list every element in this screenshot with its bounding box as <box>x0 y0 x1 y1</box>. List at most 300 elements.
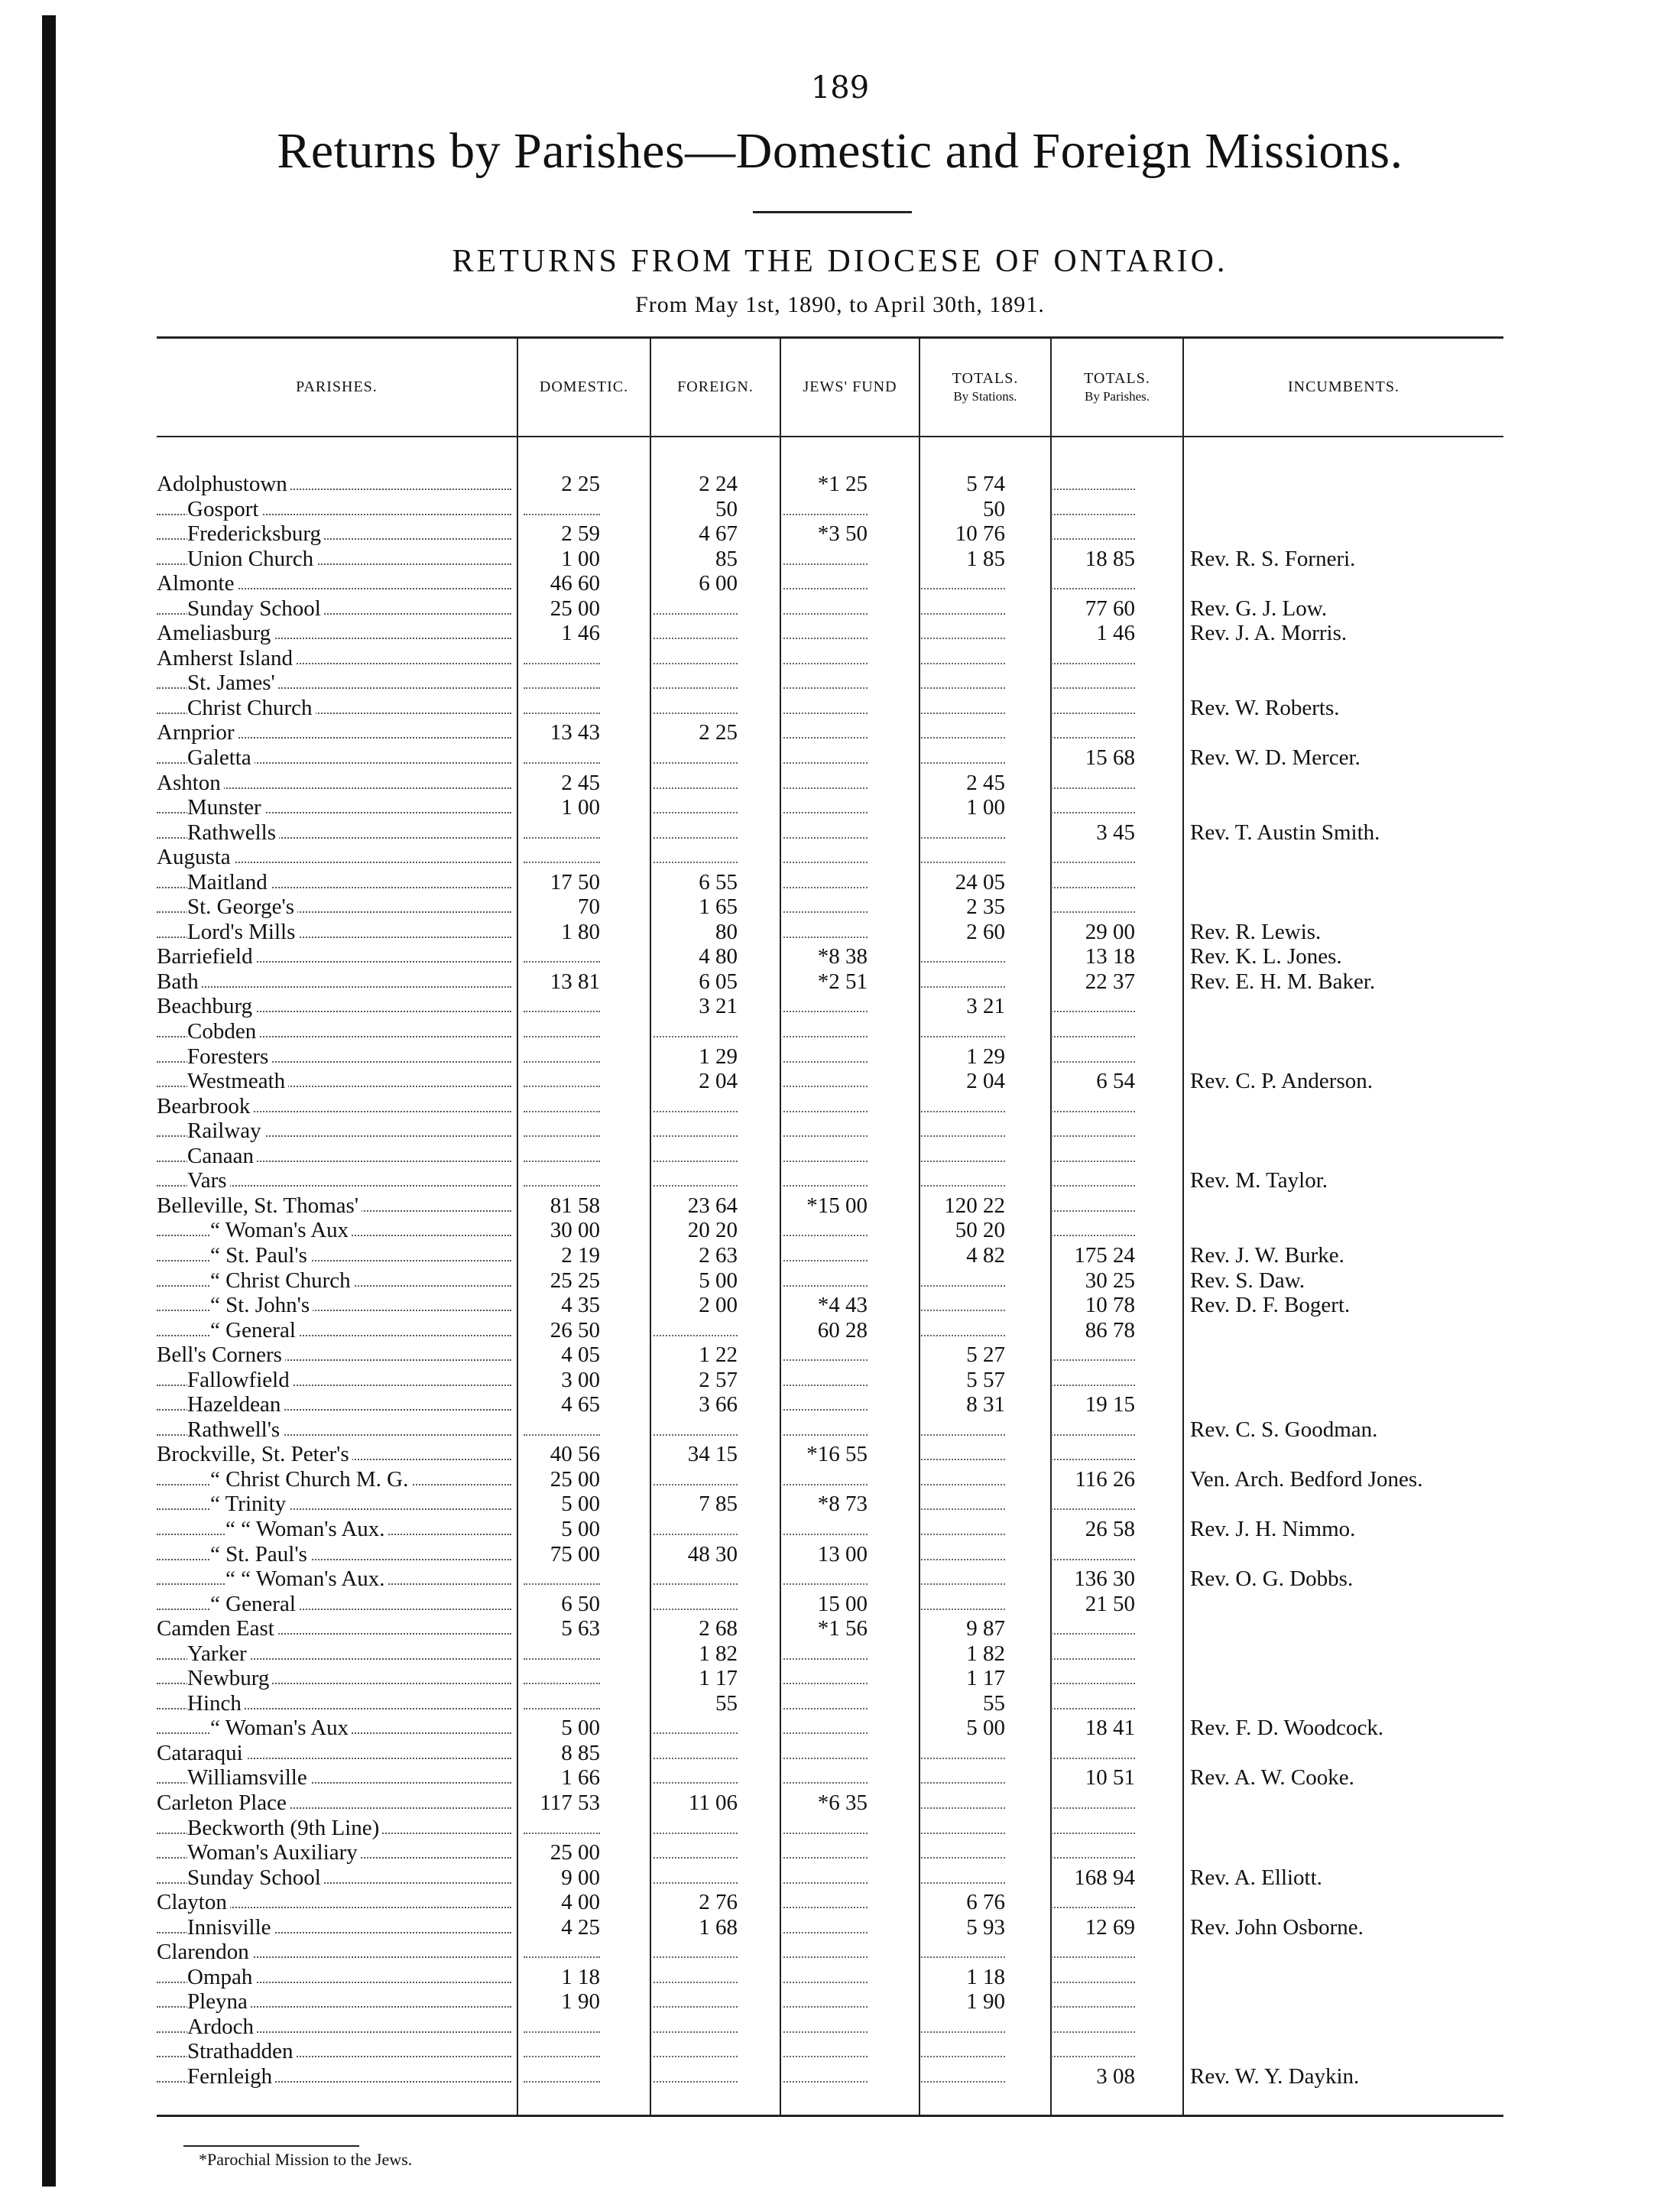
incumbent-name <box>1190 1193 1503 1219</box>
table-row <box>157 1094 1503 1119</box>
incumbent-name <box>1190 1890 1503 1915</box>
table-row <box>157 1243 1503 1268</box>
incumbent-name <box>1190 994 1503 1019</box>
domestic-value: 13 43 <box>550 720 600 745</box>
jews-fund-value <box>783 1144 868 1162</box>
jews-fund-value <box>783 1741 868 1759</box>
domestic-value <box>524 1144 600 1162</box>
incumbent-name: Rev. J. A. Morris. <box>1190 621 1348 646</box>
header-domestic: DOMESTIC. <box>539 378 629 395</box>
totals-parishes-value: 1 46 <box>1096 621 1135 646</box>
totals-parishes-value: 13 18 <box>1085 944 1135 969</box>
totals-stations-value <box>921 1318 1005 1336</box>
header-jews-fund: JEWS' FUND <box>803 378 897 395</box>
table-row <box>157 1268 1503 1294</box>
totals-stations-value: 5 57 <box>966 1367 1005 1392</box>
totals-parishes-value <box>1051 1044 1135 1063</box>
parish-name: Bath <box>157 969 514 995</box>
totals-stations-value: 10 76 <box>955 521 1005 547</box>
jews-fund-value: *1 56 <box>817 1616 868 1641</box>
foreign-value: 2 76 <box>699 1890 738 1915</box>
foreign-value: 1 82 <box>699 1641 738 1666</box>
jews-fund-value <box>783 820 868 839</box>
parish-name: Amherst Island <box>157 646 514 671</box>
totals-stations-value <box>921 1542 1005 1560</box>
domestic-value: 117 53 <box>540 1790 600 1815</box>
parish-name: Gosport <box>157 497 514 522</box>
parish-name: “ Christ Church M. G. <box>157 1467 514 1492</box>
incumbent-name: Rev. G. J. Low. <box>1190 596 1328 621</box>
domestic-value: 25 00 <box>550 1466 600 1492</box>
foreign-value: 3 66 <box>699 1392 738 1417</box>
table-row <box>157 621 1503 646</box>
foreign-value <box>654 1417 738 1436</box>
totals-parishes-value <box>1051 1019 1135 1037</box>
table-row <box>157 1218 1503 1243</box>
foreign-value: 1 22 <box>699 1343 738 1368</box>
domestic-value <box>524 1118 600 1137</box>
table-row <box>157 1542 1503 1567</box>
incumbent-name <box>1190 1666 1503 1691</box>
jews-fund-value <box>783 994 868 1012</box>
table-row <box>157 1517 1503 1542</box>
incumbent-name <box>1190 571 1503 596</box>
totals-parishes-value: 136 30 <box>1074 1567 1135 1592</box>
incumbent-name <box>1190 845 1503 870</box>
incumbent-name: Rev. C. P. Anderson. <box>1190 1069 1373 1094</box>
date-range: From May 1st, 1890, to April 30th, 1891. <box>635 292 1045 317</box>
table-row <box>157 994 1503 1019</box>
jews-fund-value <box>783 1567 868 1585</box>
page-spine <box>42 15 56 2187</box>
incumbent-name <box>1190 1318 1503 1343</box>
domestic-value <box>524 944 600 963</box>
domestic-value: 4 00 <box>561 1890 600 1915</box>
table-row <box>157 1492 1503 1517</box>
header-bottom-rule <box>157 436 1503 437</box>
totals-stations-value: 24 05 <box>955 869 1005 894</box>
totals-stations-value <box>921 621 1005 639</box>
incumbent-name <box>1190 1019 1503 1044</box>
domestic-value <box>524 820 600 839</box>
parish-name: Pleyna <box>157 1989 514 2015</box>
totals-stations-value <box>921 696 1005 714</box>
jews-fund-value <box>783 596 868 615</box>
foreign-value <box>654 1567 738 1585</box>
jews-fund-value <box>783 1940 868 1958</box>
parish-name: Maitland <box>157 870 514 895</box>
parish-name: Rathwells <box>157 820 514 846</box>
header-parishes: PARISHES. <box>296 378 378 395</box>
incumbent-name <box>1190 1616 1503 1641</box>
totals-stations-value <box>921 1268 1005 1287</box>
parish-name: Clarendon <box>157 1940 514 1965</box>
domestic-value <box>524 1666 600 1684</box>
incumbent-name <box>1190 1492 1503 1517</box>
parish-name: Sunday School <box>157 1865 514 1891</box>
jews-fund-value <box>783 1069 868 1087</box>
parish-name: St. James' <box>157 670 514 696</box>
totals-stations-value <box>921 1019 1005 1037</box>
domestic-value <box>524 1019 600 1037</box>
incumbent-name: Ven. Arch. Bedford Jones. <box>1190 1466 1423 1492</box>
totals-stations-value <box>921 1741 1005 1759</box>
table-row <box>157 1318 1503 1343</box>
totals-stations-value <box>921 745 1005 764</box>
totals-stations-value <box>921 1840 1005 1859</box>
foreign-value <box>654 1989 738 2008</box>
incumbent-name <box>1190 646 1503 671</box>
parish-name: Bell's Corners <box>157 1343 514 1368</box>
incumbent-name <box>1190 497 1503 522</box>
jews-fund-value <box>783 1517 868 1535</box>
incumbent-name: Rev. R. Lewis. <box>1190 919 1322 944</box>
totals-parishes-value: 6 54 <box>1096 1069 1135 1094</box>
domestic-value: 2 59 <box>561 521 600 547</box>
totals-stations-value <box>921 1144 1005 1162</box>
jews-fund-value <box>783 1094 868 1112</box>
incumbent-name: Rev. O. G. Dobbs. <box>1190 1567 1354 1592</box>
parish-name: Ardoch <box>157 2015 514 2040</box>
totals-stations-value <box>921 1467 1005 1485</box>
foreign-value: 1 65 <box>699 894 738 920</box>
parish-name: “ General <box>157 1318 514 1343</box>
totals-stations-value <box>921 1094 1005 1112</box>
jews-fund-value <box>783 1989 868 2008</box>
table-row <box>157 1592 1503 1617</box>
parish-name: Innisville <box>157 1915 514 1940</box>
table-row <box>157 820 1503 846</box>
domestic-value: 5 00 <box>561 1716 600 1741</box>
totals-stations-value <box>921 2015 1005 2033</box>
parish-name: Ameliasburg <box>157 621 514 646</box>
domestic-value <box>524 1417 600 1436</box>
totals-parishes-value <box>1051 1989 1135 2008</box>
totals-parishes-value: 86 78 <box>1085 1317 1135 1343</box>
foreign-value: 4 67 <box>699 521 738 547</box>
totals-stations-value <box>921 1517 1005 1535</box>
incumbent-name: Rev. M. Taylor. <box>1190 1168 1328 1193</box>
parish-name: St. George's <box>157 894 514 920</box>
foreign-value <box>654 621 738 639</box>
totals-parishes-value: 15 68 <box>1085 745 1135 771</box>
incumbent-name: Rev. T. Austin Smith. <box>1190 820 1380 845</box>
totals-parishes-value <box>1051 1168 1135 1187</box>
totals-parishes-value <box>1051 1118 1135 1137</box>
table-row <box>157 2015 1503 2040</box>
totals-stations-value <box>921 646 1005 664</box>
totals-stations-value: 2 35 <box>966 894 1005 920</box>
parish-name: Fernleigh <box>157 2064 514 2089</box>
foreign-value <box>654 745 738 764</box>
domestic-value <box>524 1691 600 1709</box>
jews-fund-value <box>783 920 868 938</box>
totals-stations-value: 6 76 <box>966 1890 1005 1915</box>
jews-fund-value <box>783 1343 868 1361</box>
incumbent-name <box>1190 670 1503 696</box>
parish-name: “ Trinity <box>157 1492 514 1517</box>
totals-stations-value: 1 00 <box>966 795 1005 820</box>
domestic-value <box>524 2015 600 2033</box>
incumbent-name <box>1190 1791 1503 1816</box>
jews-fund-value <box>783 646 868 664</box>
jews-fund-value <box>783 795 868 813</box>
parish-name: “ “ Woman's Aux. <box>157 1567 514 1592</box>
jews-fund-value <box>783 1118 868 1137</box>
foreign-value: 7 85 <box>699 1492 738 1517</box>
table-row <box>157 1044 1503 1070</box>
totals-stations-value: 50 <box>983 496 1005 521</box>
table-row <box>157 1417 1503 1443</box>
domestic-value: 25 00 <box>550 1840 600 1865</box>
incumbent-name <box>1190 1965 1503 1990</box>
jews-fund-value <box>783 2015 868 2033</box>
table-row <box>157 745 1503 771</box>
totals-parishes-value <box>1051 696 1135 714</box>
foreign-value <box>654 1765 738 1784</box>
totals-parishes-value <box>1051 1218 1135 1236</box>
totals-stations-value: 2 04 <box>966 1069 1005 1094</box>
table-row <box>157 1616 1503 1641</box>
parish-name: Lord's Mills <box>157 920 514 945</box>
foreign-value <box>654 1741 738 1759</box>
incumbent-name: Rev. J. H. Nimmo. <box>1190 1516 1356 1541</box>
totals-stations-value: 50 20 <box>955 1218 1005 1243</box>
table-row <box>157 547 1503 572</box>
header-foreign: FOREIGN. <box>677 378 754 395</box>
parish-name: Newburg <box>157 1666 514 1691</box>
totals-parishes-value <box>1051 1691 1135 1709</box>
parish-name: Munster <box>157 795 514 820</box>
domestic-value: 17 50 <box>550 869 600 894</box>
table-row <box>157 696 1503 721</box>
foreign-value <box>654 1318 738 1336</box>
table-row <box>157 2064 1503 2089</box>
domestic-value: 5 63 <box>561 1616 600 1641</box>
totals-parishes-value: 12 69 <box>1085 1914 1135 1940</box>
table-row <box>157 771 1503 796</box>
totals-parishes-value <box>1051 1741 1135 1759</box>
jews-fund-value <box>783 1392 868 1411</box>
domestic-value: 1 90 <box>561 1989 600 2015</box>
parish-name: Union Church <box>157 547 514 572</box>
foreign-value <box>654 1144 738 1162</box>
incumbent-name <box>1190 1442 1503 1467</box>
incumbent-name <box>1190 1940 1503 1965</box>
foreign-value: 1 17 <box>699 1666 738 1691</box>
jews-fund-value <box>783 1268 868 1287</box>
table-row <box>157 1940 1503 1965</box>
domestic-value <box>524 994 600 1012</box>
totals-parishes-value <box>1051 845 1135 863</box>
totals-stations-value <box>921 1816 1005 1834</box>
incumbent-name: Rev. E. H. M. Baker. <box>1190 969 1376 994</box>
totals-parishes-value: 26 58 <box>1085 1516 1135 1541</box>
table-row <box>157 944 1503 969</box>
table-row <box>157 1641 1503 1667</box>
jews-fund-value: 15 00 <box>817 1591 868 1616</box>
domestic-value: 3 00 <box>561 1367 600 1392</box>
foreign-value <box>654 1019 738 1037</box>
incumbent-name <box>1190 1044 1503 1070</box>
totals-stations-value <box>921 1567 1005 1585</box>
foreign-value <box>654 2039 738 2057</box>
totals-parishes-value <box>1051 670 1135 689</box>
parish-name: Beckworth (9th Line) <box>157 1816 514 1841</box>
totals-stations-value <box>921 1940 1005 1958</box>
domestic-value <box>524 670 600 689</box>
totals-stations-value: 5 27 <box>966 1343 1005 1368</box>
domestic-value: 8 85 <box>561 1740 600 1765</box>
parish-name: Rathwell's <box>157 1417 514 1443</box>
domestic-value: 9 00 <box>561 1865 600 1890</box>
totals-parishes-value <box>1051 497 1135 515</box>
jews-fund-value <box>783 1019 868 1037</box>
jews-fund-value <box>783 1691 868 1709</box>
totals-stations-value <box>921 1492 1005 1510</box>
jews-fund-value: *4 43 <box>817 1293 868 1318</box>
jews-fund-value: *6 35 <box>817 1790 868 1815</box>
totals-parishes-value: 22 37 <box>1085 969 1135 994</box>
jews-fund-value <box>783 771 868 789</box>
totals-parishes-value <box>1051 1791 1135 1809</box>
totals-stations-value <box>921 1592 1005 1610</box>
foreign-value: 2 57 <box>699 1367 738 1392</box>
totals-parishes-value: 3 08 <box>1096 2064 1135 2089</box>
domestic-value: 46 60 <box>550 571 600 596</box>
domestic-value <box>524 646 600 664</box>
foreign-value: 1 68 <box>699 1914 738 1940</box>
totals-parishes-value <box>1051 795 1135 813</box>
jews-fund-value <box>783 547 868 565</box>
domestic-value: 2 45 <box>561 770 600 795</box>
domestic-value: 1 80 <box>561 919 600 944</box>
table-row <box>157 1965 1503 1990</box>
foreign-value <box>654 1118 738 1137</box>
domestic-value <box>524 696 600 714</box>
totals-parishes-value: 116 26 <box>1075 1466 1135 1492</box>
returns-table-body <box>157 472 1503 2089</box>
parish-name: Woman's Auxiliary <box>157 1840 514 1865</box>
domestic-value: 40 56 <box>550 1442 600 1467</box>
jews-fund-value <box>783 1840 868 1859</box>
domestic-value: 4 65 <box>561 1392 600 1417</box>
jews-fund-value: *15 00 <box>806 1193 868 1218</box>
parish-name: Fallowfield <box>157 1368 514 1393</box>
parish-name: Galetta <box>157 745 514 771</box>
parish-name: Brockville, St. Peter's <box>157 1442 514 1467</box>
section-subtitle: RETURNS FROM THE DIOCESE OF ONTARIO. <box>452 244 1228 279</box>
totals-parishes-value <box>1051 1965 1135 1983</box>
totals-parishes-value <box>1051 1417 1135 1436</box>
jews-fund-value <box>783 1218 868 1236</box>
table-row <box>157 1666 1503 1691</box>
totals-parishes-value: 168 94 <box>1074 1865 1135 1890</box>
table-row <box>157 1816 1503 1841</box>
table-row <box>157 1791 1503 1816</box>
foreign-value: 11 06 <box>688 1790 738 1815</box>
parish-name: Christ Church <box>157 696 514 721</box>
incumbent-name <box>1190 1144 1503 1169</box>
totals-stations-value: 120 22 <box>944 1193 1005 1218</box>
domestic-value: 6 50 <box>561 1591 600 1616</box>
parish-name: Yarker <box>157 1641 514 1667</box>
totals-stations-value <box>921 845 1005 863</box>
domestic-value: 4 25 <box>561 1914 600 1940</box>
foreign-value <box>654 1467 738 1485</box>
foreign-value: 2 04 <box>699 1069 738 1094</box>
foreign-value <box>654 1168 738 1187</box>
totals-parishes-value: 10 51 <box>1085 1765 1135 1791</box>
table-row <box>157 497 1503 522</box>
incumbent-name <box>1190 1368 1503 1393</box>
totals-parishes-value <box>1051 1616 1135 1635</box>
incumbent-name: Rev. W. Y. Daykin. <box>1190 2064 1360 2089</box>
header-incumbents: INCUMBENTS. <box>1287 378 1399 395</box>
table-row <box>157 920 1503 945</box>
totals-stations-value: 9 87 <box>966 1616 1005 1641</box>
totals-parishes-value <box>1051 1368 1135 1386</box>
table-row <box>157 1293 1503 1318</box>
parish-name: Fredericksburg <box>157 521 514 547</box>
totals-parishes-value <box>1051 1343 1135 1361</box>
jews-fund-value <box>783 497 868 515</box>
domestic-value: 4 35 <box>561 1293 600 1318</box>
foreign-value <box>654 1716 738 1734</box>
foreign-value: 48 30 <box>687 1541 738 1567</box>
table-row <box>157 1989 1503 2015</box>
totals-parishes-value <box>1051 1890 1135 1908</box>
table-row <box>157 670 1503 696</box>
domestic-value: 1 00 <box>561 795 600 820</box>
domestic-value: 2 25 <box>561 472 600 496</box>
totals-stations-value <box>921 596 1005 615</box>
totals-stations-value: 1 85 <box>966 546 1005 571</box>
totals-stations-value <box>921 1293 1005 1311</box>
foreign-value: 2 68 <box>699 1616 738 1641</box>
parish-name: Belleville, St. Thomas' <box>157 1193 514 1219</box>
table-row <box>157 1890 1503 1915</box>
foreign-value <box>654 596 738 615</box>
incumbent-name <box>1190 2015 1503 2040</box>
foreign-value <box>654 2015 738 2033</box>
foreign-value <box>654 795 738 813</box>
parish-name: Cobden <box>157 1019 514 1044</box>
totals-parishes-value <box>1051 1816 1135 1834</box>
jews-fund-value <box>783 2064 868 2083</box>
foreign-value <box>654 1517 738 1535</box>
totals-stations-value: 5 93 <box>966 1914 1005 1940</box>
footnote-rule <box>183 2145 359 2147</box>
incumbent-name: Rev. F. D. Woodcock. <box>1190 1716 1384 1741</box>
totals-parishes-value <box>1051 1193 1135 1212</box>
table-row <box>157 1392 1503 1417</box>
totals-parishes-value <box>1051 1542 1135 1560</box>
table-row <box>157 1168 1503 1193</box>
domestic-value: 1 18 <box>561 1964 600 1989</box>
foreign-value: 2 25 <box>699 720 738 745</box>
totals-stations-value <box>921 1417 1005 1436</box>
domestic-value: 1 66 <box>561 1765 600 1791</box>
parish-name: “ Woman's Aux <box>157 1218 514 1243</box>
table-row <box>157 1567 1503 1592</box>
jews-fund-value <box>783 696 868 714</box>
totals-parishes-value <box>1051 1144 1135 1162</box>
domestic-value <box>524 2064 600 2083</box>
parish-name: “ St. Paul's <box>157 1243 514 1268</box>
parish-name: Arnprior <box>157 720 514 745</box>
table-row <box>157 571 1503 596</box>
